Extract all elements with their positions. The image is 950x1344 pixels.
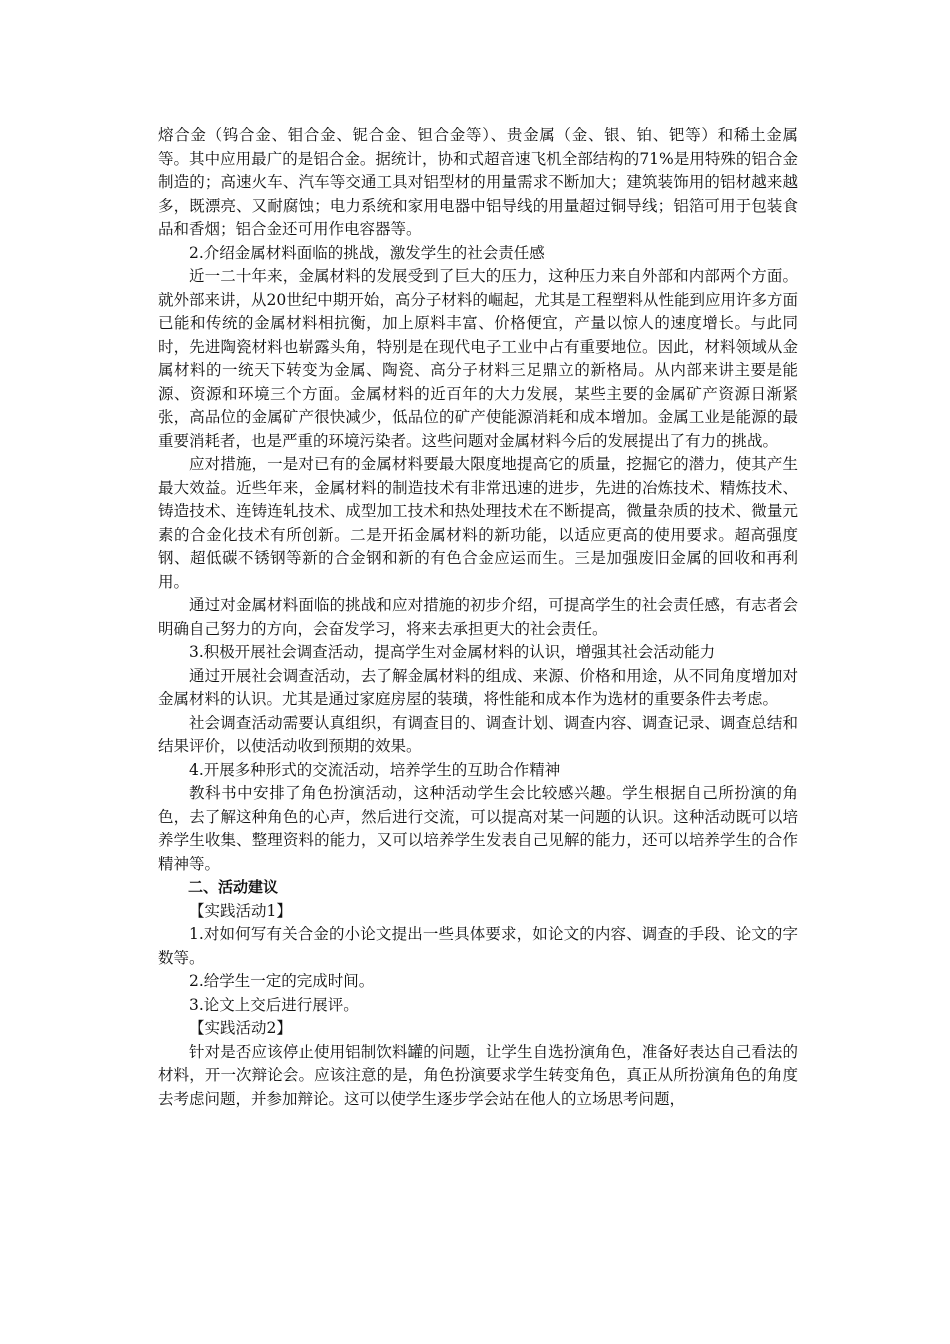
activity-label: 【实践活动1】 xyxy=(189,901,292,920)
subheading: 4.开展多种形式的交流活动，培养学生的互助合作精神 xyxy=(189,760,561,779)
section-heading: 二、活动建议 xyxy=(188,878,279,896)
paragraph: 针对是否应该停止使用铝制饮料罐的问题，让学生自选扮演角色，准备好表达自己看法的材料，开一次辩论会。应该注意的是，角色扮演要求学生转变角色，真正从所扮演角色的角度去考虑问题，并参加辩论。这可以使学生逐步学会站在他人的立场思考问题， xyxy=(158,1042,798,1108)
document-page xyxy=(158,124,798,1111)
paragraph: 近一二十年来，金属材料的发展受到了巨大的压力，这种压力来自外部和内部两个方面。就外部来讲，从20世纪中期开始，高分子材料的崛起，尤其是工程塑料从性能到应用许多方面已能和传统的金属材料相抗衡，加上原料丰富、价格便宜，产量以惊人的速度增长。与此同时，先进陶瓷材料也崭露头角，特别是在现代电子工业中占有重要地位。因此，材料领域从金属材料的一统天下转变为金属、陶瓷、高分子材料三足鼎立的新格局。从内部来讲主要是能源、资源和环境三个方面。金属材料的近百年的大力发展，某些主要的金属矿产资源日渐紧张，高品位的金属矿产很快减少，低品位的矿产使能源消耗和成本增加。金属工业是能源的最重要消耗者，也是严重的环境污染者。这些问题对金属材料今后的发展提出了有力的挑战。 xyxy=(158,267,798,450)
paragraph: 熔合金（钨合金、钼合金、铌合金、钽合金等）、贵金属（金、银、铂、钯等）和稀土金属等。其中应用最广的是铝合金。据统计，协和式超音速飞机全部结构的71%是用特殊的铝合金制造的；高速火车、汽车等交通工具对铝型材的用量需求不断加大；建筑装饰用的铝材越来越多，既漂亮、又耐腐蚀；电力系统和家用电器中铝导线的用量超过铜导线；铝箔可用于包装食品和香烟；铝合金还可用作电容器等。 xyxy=(158,126,798,238)
paragraph: 通过开展社会调查活动，去了解金属材料的组成、来源、价格和用途，从不同角度增加对金属材料的认识。尤其是通过家庭房屋的装璜，将性能和成本作为选材的重要条件去考虑。 xyxy=(158,666,798,708)
list-item: 1.对如何写有关合金的小论文提出一些具体要求，如论文的内容、调查的手段、论文的字数等。 xyxy=(158,925,798,967)
paragraph: 通过对金属材料面临的挑战和应对措施的初步介绍，可提高学生的社会责任感，有志者会明确自己努力的方向，会奋发学习，将来去承担更大的社会责任。 xyxy=(158,596,798,638)
activity-label: 【实践活动2】 xyxy=(189,1019,292,1037)
paragraph: 应对措施，一是对已有的金属材料要最大限度地提高它的质量，挖掘它的潜力，使其产生最大效益。近些年来，金属材料的制造技术有非常迅速的进步，先进的冶炼技术、精炼技术、铸造技术、连铸连轧技术、成型加工技术和热处理技术在不断提高，微量杂质的技术、微量元素的合金化技术有所创新。二是开拓金属材料的新功能，以适应更高的使用要求。超高强度钢、超低碳不锈钢等新的合金钢和新的有色合金应运而生。三是加强废旧金属的回收和再利用。 xyxy=(158,455,798,591)
list-item: 3.论文上交后进行展评。 xyxy=(189,995,359,1014)
paragraph: 教科书中安排了角色扮演活动，这种活动学生会比较感兴趣。学生根据自己所扮演的角色，去了解这种角色的心声，然后进行交流，可以提高对某一问题的认识。这种活动既可以培养学生收集、整理资料的能力，又可以培养学生发表自己见解的能力，还可以培养学生的合作精神等。 xyxy=(158,784,798,873)
subheading: 3.积极开展社会调查活动，提高学生对金属材料的认识，增强其社会活动能力 xyxy=(189,643,716,661)
list-item: 2.给学生一定的完成时间。 xyxy=(189,972,375,990)
paragraph: 社会调查活动需要认真组织，有调查目的、调查计划、调查内容、调查记录、调查总结和结果评价，以使活动收到预期的效果。 xyxy=(158,713,798,755)
subheading: 2.介绍金属材料面临的挑战，激发学生的社会责任感 xyxy=(189,243,545,262)
